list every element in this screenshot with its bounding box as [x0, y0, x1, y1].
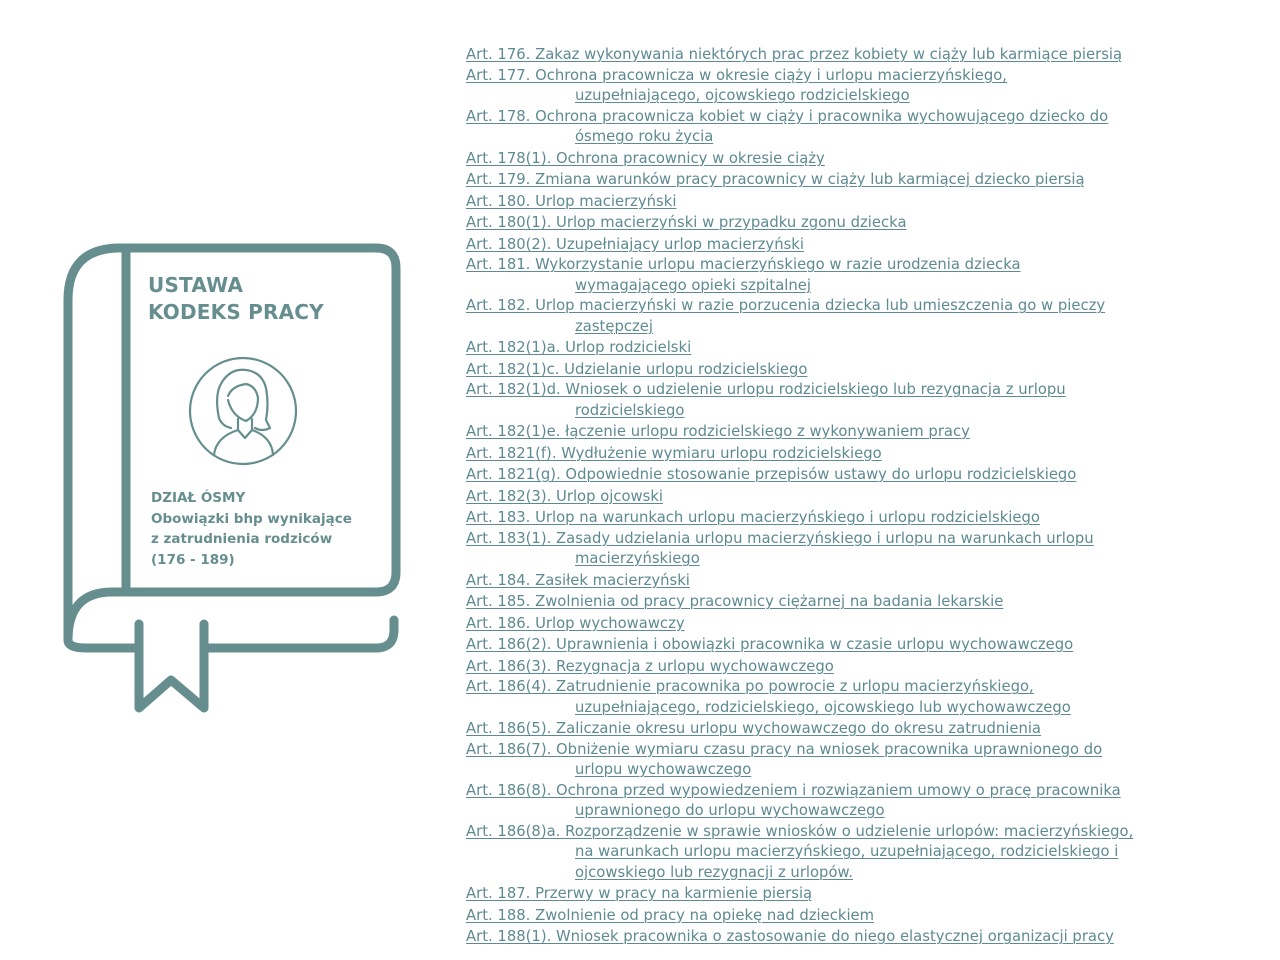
toc-link[interactable] — [466, 677, 1071, 718]
toc-link[interactable] — [466, 255, 1021, 296]
toc-link-text: Art. 184. Zasiłek macierzyński — [466, 571, 690, 589]
toc-link[interactable] — [466, 927, 1114, 948]
section-range: (176 - 189) — [151, 552, 235, 569]
toc-link[interactable] — [466, 592, 1003, 613]
toc-link-text: Art. 186(4). Zatrudnienie pracownika po powrocie z urlopu macierzyńskiego, — [466, 678, 1034, 695]
toc-list-item — [466, 634, 1266, 656]
toc-link-text: Art. 183(1). Zasady udzielania urlopu macierzyńskiego i urlopu na warunkach urlopu — [466, 529, 1094, 547]
toc-link[interactable] — [466, 338, 691, 359]
toc-link-text: Art. 180(2). Uzupełniający urlop macierzyński — [466, 235, 804, 253]
toc-list-item — [466, 905, 1266, 927]
toc-link-text: Art. 182(1)d. Wniosek o udzielenie urlopu rodzicielskiego lub rezygnacja z urlopu — [466, 381, 1066, 398]
toc-list-item — [466, 507, 1266, 529]
toc-link[interactable] — [466, 487, 663, 508]
toc-link-text: Art. 186(5). Zaliczanie okresu urlopu wychowawczego do okresu zatrudnienia — [466, 720, 1042, 737]
toc-list-item — [466, 926, 1266, 948]
toc-list-item — [466, 781, 1266, 822]
toc-link-text: Art. 186(8)a. Rozporządzenie w sprawie wniosków o udzielenie urlopów: macierzyńskiego, — [466, 822, 1134, 840]
toc-link[interactable] — [466, 360, 807, 381]
toc-link-text: Art. 183. Urlop na warunkach urlopu macierzyńskiego i urlopu rodzicielskiego — [466, 509, 1040, 526]
toc-link[interactable] — [466, 529, 1094, 570]
section-heading: DZIAŁ ÓSMY — [151, 490, 246, 506]
toc-list-item — [466, 591, 1266, 613]
toc-link-text: Art. 186(7). Obniżenie wymiaru czasu pracy na wniosek pracownika uprawnionego do — [466, 740, 1103, 758]
toc-link-text: Art. 1821(f). Wydłużenie wymiaru urlopu rodzicielskiego — [466, 444, 882, 462]
toc-link-text: Art. 185. Zwolnienia od pracy pracownicy ciężarnej na badania lekarskie — [466, 593, 1004, 610]
toc-link[interactable] — [466, 657, 834, 678]
toc-list-item — [466, 822, 1266, 884]
toc-link-text-continued: na warunkach urlopu macierzyńskiego, uzupełniającego, rodzicielskiego i — [575, 843, 1119, 860]
toc-link-text-continued: ojcowskiego lub rezygnacji z urlopów. — [575, 863, 853, 881]
toc-link-text: Art. 176. Zakaz wykonywania niektórych prac przez kobiety w ciąży lub karmiące piersią — [466, 46, 1123, 63]
toc-link-text-continued: zastępczej — [575, 317, 653, 335]
toc-list-item — [466, 66, 1266, 107]
book-title — [148, 272, 388, 326]
toc-link-text-continued: uprawnionego do urlopu wychowawczego — [575, 802, 885, 819]
toc-link-text: Art. 178. Ochrona pracownicza kobiet w ciąży i pracownika wychowującego dziecko do — [466, 107, 1109, 125]
book-title-line: USTAWA — [148, 273, 244, 297]
toc-list-item — [466, 529, 1266, 570]
toc-link[interactable] — [466, 422, 970, 443]
toc-list-item — [466, 44, 1266, 66]
toc-list-item — [466, 107, 1266, 148]
toc-link-text-continued: urlopu wychowawczego — [575, 761, 752, 778]
toc-list-item — [466, 212, 1266, 234]
toc-list-item — [466, 148, 1266, 170]
toc-list-item — [466, 421, 1266, 443]
toc-link[interactable] — [466, 508, 1040, 529]
toc-list-item — [466, 570, 1266, 592]
toc-list-item — [466, 359, 1266, 381]
toc-link[interactable] — [466, 235, 804, 256]
toc-list-item — [466, 443, 1266, 465]
toc-link[interactable] — [466, 66, 1007, 107]
toc-list-item — [466, 337, 1266, 359]
toc-link-text: Art. 1821(g). Odpowiednie stosowanie przepisów ustawy do urlopu rodzicielskiego — [466, 466, 1077, 483]
toc-link[interactable] — [466, 614, 685, 635]
toc-link-text: Art. 181. Wykorzystanie urlopu macierzyńskiego w razie urodzenia dziecka — [466, 256, 1021, 273]
toc-list-item — [466, 296, 1266, 337]
toc-link-text-continued: wymagającego opieki szpitalnej — [575, 276, 811, 294]
toc-link[interactable] — [466, 781, 1121, 822]
toc-link[interactable] — [466, 149, 825, 170]
section-subtitle: z zatrudnienia rodziców — [151, 531, 333, 548]
toc-link[interactable] — [466, 635, 1073, 656]
toc-list-item — [466, 234, 1266, 256]
toc-link-text: Art. 180(1). Urlop macierzyński w przypadku zgonu dziecka — [466, 214, 907, 231]
toc-link[interactable] — [466, 906, 874, 927]
toc-link[interactable] — [466, 213, 907, 234]
toc-link[interactable] — [466, 465, 1076, 486]
toc-link[interactable] — [466, 192, 676, 213]
toc-link[interactable] — [466, 740, 1102, 781]
toc-link-text: Art. 186(8). Ochrona przed wypowiedzeniem i rozwiązaniem umowy o pracę pracownika — [466, 781, 1121, 799]
toc-link-text: Art. 186(2). Uprawnienia i obowiązki pracownika w czasie urlopu wychowawczego — [466, 636, 1074, 653]
toc-link-text-continued: macierzyńskiego — [575, 550, 700, 567]
toc-link-text-continued: rodzicielskiego — [575, 401, 685, 419]
toc-link[interactable] — [466, 296, 1105, 337]
toc-list-item — [466, 740, 1266, 781]
toc-link-text: Art. 177. Ochrona pracownicza w okresie ciąży i urlopu macierzyńskiego, — [466, 66, 1008, 84]
toc-link[interactable] — [466, 45, 1122, 66]
book-section-info — [151, 488, 391, 571]
toc-link-text: Art. 180. Urlop macierzyński — [466, 192, 677, 210]
toc-link-text-continued: ósmego roku życia — [575, 128, 714, 145]
toc-link[interactable] — [466, 107, 1108, 148]
toc-list-item — [466, 486, 1266, 508]
toc-link-text-continued: uzupełniającego, rodzicielskiego, ojcowskiego lub wychowawczego — [575, 698, 1071, 716]
toc-link-text: Art. 182(1)a. Urlop rodzicielski — [466, 339, 692, 356]
toc-list-item — [466, 191, 1266, 213]
toc-link[interactable] — [466, 884, 812, 905]
book-title-line: KODEKS PRACY — [148, 300, 324, 324]
toc-link[interactable] — [466, 444, 882, 465]
woman-avatar-icon — [190, 358, 296, 464]
toc-link-text: Art. 186(3). Rezygnacja z urlopu wychowawczego — [466, 657, 834, 675]
toc-list-item — [466, 255, 1266, 296]
toc-link[interactable] — [466, 380, 1066, 421]
toc-link-text: Art. 182. Urlop macierzyński w razie porzucenia dziecka lub umieszczenia go w pieczy — [466, 297, 1106, 314]
toc-list-item — [466, 380, 1266, 421]
section-subtitle: Obowiązki bhp wynikające — [151, 510, 352, 527]
toc-link-text: Art. 187. Przerwy w pracy na karmienie piersią — [466, 885, 813, 902]
toc-list-item — [466, 718, 1266, 740]
toc-link-text: Art. 182(3). Urlop ojcowski — [466, 487, 664, 505]
toc-link-text-continued: uzupełniającego, ojcowskiego rodzicielskiego — [575, 87, 910, 104]
toc-link-text: Art. 182(1)c. Udzielanie urlopu rodzicielskiego — [466, 360, 808, 378]
toc-list-item — [466, 677, 1266, 718]
toc-list-item — [466, 883, 1266, 905]
toc-link[interactable] — [466, 719, 1041, 740]
toc-link-text: Art. 188. Zwolnienie od pracy na opiekę nad dzieckiem — [466, 906, 875, 924]
toc-link[interactable] — [466, 170, 1085, 191]
toc-list-item — [466, 464, 1266, 486]
toc-link-text: Art. 178(1). Ochrona pracownicy w okresie ciąży — [466, 149, 825, 167]
toc-link[interactable] — [466, 822, 1133, 884]
toc-link-text: Art. 179. Zmiana warunków pracy pracownicy w ciąży lub karmiącej dziecko piersią — [466, 171, 1085, 188]
toc-link[interactable] — [466, 571, 690, 592]
toc-link-text: Art. 186. Urlop wychowawczy — [466, 614, 685, 632]
toc-list-item — [466, 656, 1266, 678]
toc-list-item — [466, 613, 1266, 635]
toc-link-text: Art. 182(1)e. łączenie urlopu rodzicielskiego z wykonywaniem pracy — [466, 423, 970, 440]
toc-link-text: Art. 188(1). Wniosek pracownika o zastosowanie do niego elastycznej organizacji pracy — [466, 928, 1114, 945]
toc-list — [466, 44, 1266, 948]
toc-list-item — [466, 169, 1266, 191]
